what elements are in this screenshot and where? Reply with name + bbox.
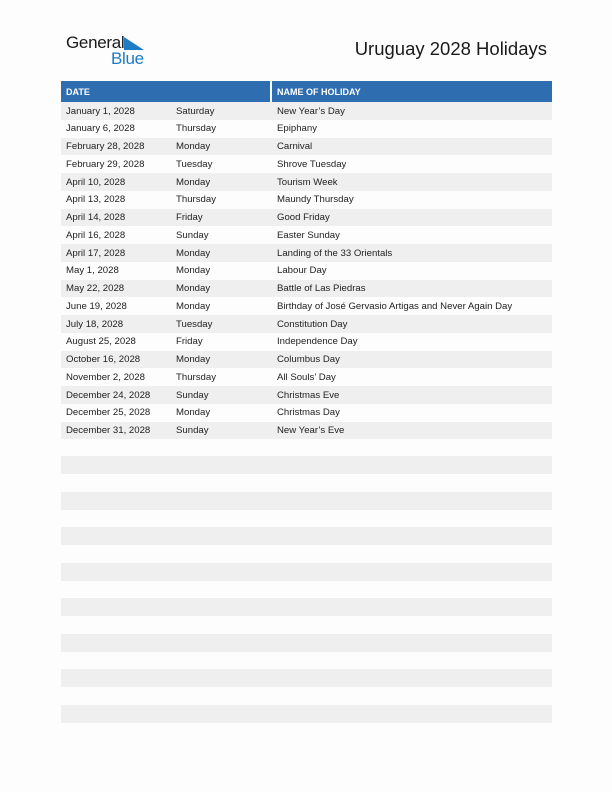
holiday-name: Carnival — [277, 141, 313, 152]
holiday-weekday: Tuesday — [176, 318, 213, 330]
holiday-weekday: Friday — [176, 336, 203, 348]
table-row — [61, 244, 552, 262]
holiday-name: Birthday of José Gervasio Artigas and Never Again Day — [277, 300, 513, 312]
table-row — [61, 422, 552, 440]
table-row — [61, 191, 552, 209]
holiday-name: Tourism Week — [277, 176, 338, 188]
table-row — [61, 333, 552, 351]
holidays-table — [61, 81, 552, 439]
table-row — [61, 368, 552, 386]
holiday-weekday: Thursday — [176, 371, 216, 383]
table-row — [61, 280, 552, 298]
holiday-name: New Year’s Day — [277, 105, 345, 117]
holiday-name: Christmas Eve — [277, 389, 340, 401]
holiday-weekday: Monday — [176, 407, 211, 419]
header-holiday-name: NAME OF HOLIDAY — [277, 87, 361, 97]
page-title: Uruguay 2028 Holidays — [354, 38, 547, 59]
table-row — [61, 226, 552, 244]
holiday-name: Labour Day — [277, 265, 327, 277]
holiday-date: February 29, 2028 — [66, 158, 145, 170]
table-row — [61, 351, 552, 369]
holiday-weekday: Sunday — [176, 229, 209, 241]
holiday-weekday: Monday — [176, 300, 211, 312]
table-row — [61, 262, 552, 280]
holiday-name: Shrove Tuesday — [277, 158, 347, 170]
empty-row-stripe — [61, 705, 552, 723]
table-row — [61, 138, 552, 156]
holiday-date: October 16, 2028 — [66, 354, 141, 365]
header-date: DATE — [66, 87, 90, 97]
holiday-weekday: Monday — [176, 176, 211, 188]
table-row — [61, 173, 552, 191]
holiday-weekday: Friday — [176, 212, 203, 223]
header-divider — [270, 81, 272, 102]
holiday-weekday: Thursday — [176, 194, 216, 206]
table-row — [61, 297, 552, 315]
empty-row-stripe — [61, 527, 552, 545]
holiday-name: Christmas Day — [277, 407, 340, 419]
holiday-name: Epiphany — [277, 123, 318, 135]
holiday-date: December 31, 2028 — [66, 425, 151, 436]
holiday-name: Columbus Day — [277, 354, 340, 365]
table-row — [61, 102, 552, 120]
table-row — [61, 155, 552, 173]
holiday-date: April 14, 2028 — [66, 212, 126, 223]
holiday-name: Easter Sunday — [277, 229, 340, 241]
logo-text-blue: Blue — [111, 49, 144, 68]
table-row — [61, 315, 552, 333]
empty-row-stripe — [61, 563, 552, 581]
holiday-weekday: Thursday — [176, 123, 216, 135]
holiday-date: August 25, 2028 — [66, 336, 136, 348]
holiday-date: April 10, 2028 — [66, 176, 126, 188]
table-row — [61, 386, 552, 404]
holiday-name: All Souls’ Day — [277, 371, 336, 383]
table-header — [61, 81, 552, 102]
table-row — [61, 209, 552, 227]
table-body — [61, 102, 552, 439]
empty-row-stripe — [61, 634, 552, 652]
holiday-date: January 6, 2028 — [66, 123, 135, 135]
holiday-date: February 28, 2028 — [66, 141, 145, 152]
holiday-name: Landing of the 33 Orientals — [277, 247, 393, 259]
empty-row-stripe — [61, 598, 552, 616]
holiday-weekday: Tuesday — [176, 158, 213, 170]
holiday-weekday: Sunday — [176, 389, 209, 401]
holiday-weekday: Saturday — [176, 105, 215, 117]
holiday-date: April 13, 2028 — [66, 194, 126, 206]
holiday-weekday: Sunday — [176, 425, 209, 436]
holiday-date: January 1, 2028 — [66, 105, 135, 117]
holiday-weekday: Monday — [176, 283, 211, 294]
holiday-weekday: Monday — [176, 247, 211, 259]
table-row — [61, 120, 552, 138]
holiday-date: December 24, 2028 — [66, 389, 151, 401]
holiday-weekday: Monday — [176, 265, 211, 277]
holiday-date: December 25, 2028 — [66, 407, 151, 419]
holiday-name: New Year’s Eve — [277, 425, 345, 436]
holiday-weekday: Monday — [176, 141, 211, 152]
holiday-weekday: Monday — [176, 354, 211, 365]
empty-row-stripe — [61, 669, 552, 687]
holiday-date: June 19, 2028 — [66, 300, 127, 312]
holiday-name: Battle of Las Piedras — [277, 283, 366, 294]
holiday-name: Maundy Thursday — [277, 194, 354, 206]
holiday-date: May 22, 2028 — [66, 283, 125, 294]
holiday-name: Constitution Day — [277, 318, 348, 330]
holiday-date: July 18, 2028 — [66, 318, 124, 330]
holiday-date: April 16, 2028 — [66, 229, 126, 241]
empty-row-stripe — [61, 456, 552, 474]
empty-row-stripe — [61, 492, 552, 510]
generalblue-logo — [66, 33, 156, 69]
holiday-date: May 1, 2028 — [66, 265, 119, 277]
holiday-date: November 2, 2028 — [66, 371, 145, 383]
table-row — [61, 404, 552, 422]
holiday-date: April 17, 2028 — [66, 247, 126, 259]
holiday-name: Good Friday — [277, 212, 330, 223]
holiday-name: Independence Day — [277, 336, 358, 348]
logo-text-general: General — [66, 33, 125, 52]
